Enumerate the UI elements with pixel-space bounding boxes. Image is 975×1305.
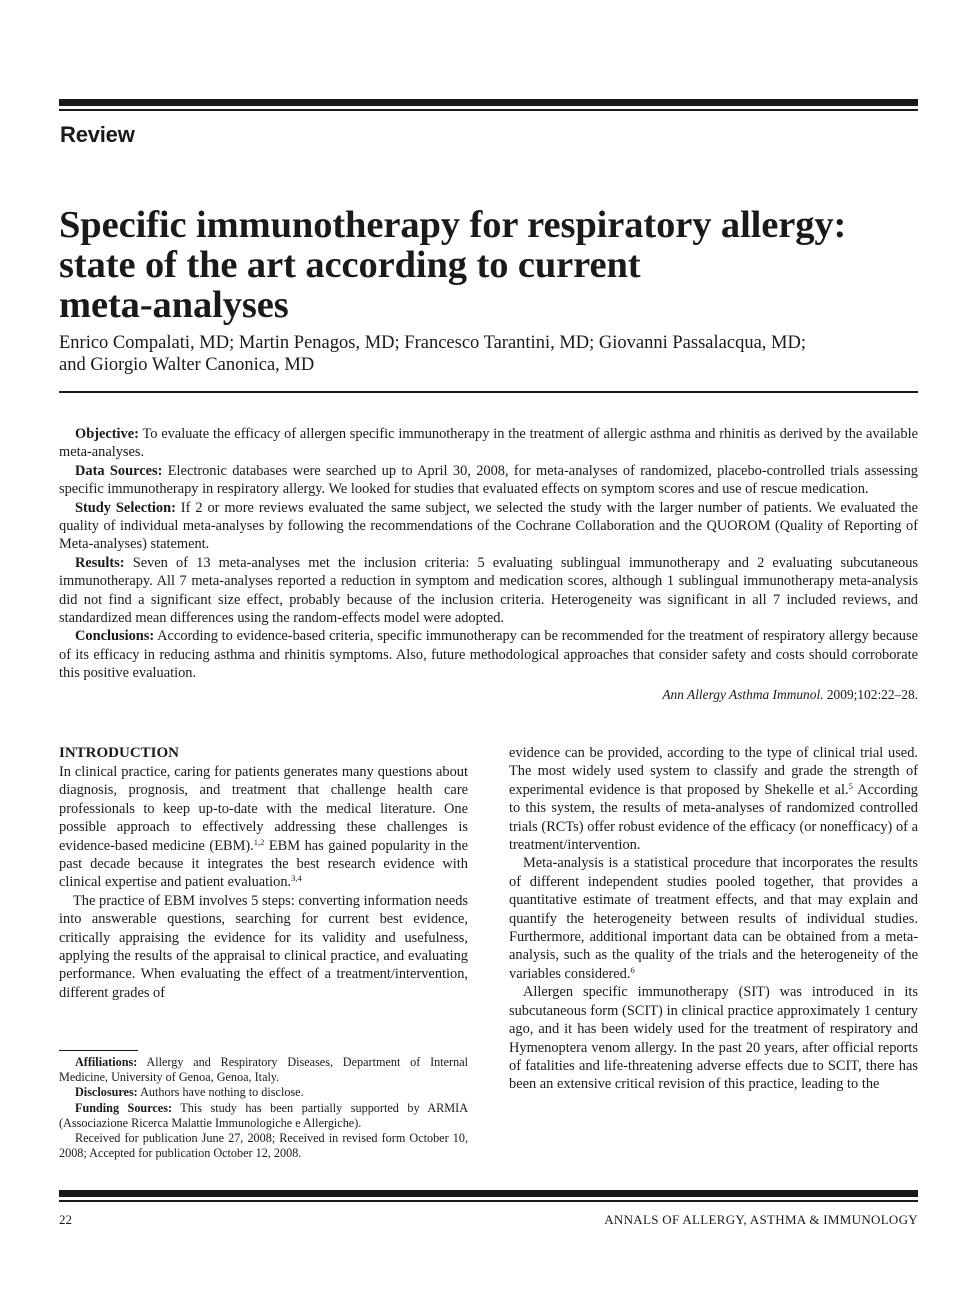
citation-journal: Ann Allergy Asthma Immunol. <box>662 686 824 702</box>
conclusions-text: According to evidence-based criteria, specific immunotherapy can be recommended for the treatment of respiratory allergy because of its efficacy in reducing asthma and rhinitis symptoms. Also, future methodological approaches that consider safety and costs should corroborate this positive evaluation. <box>59 628 918 682</box>
abstract-data-sources <box>59 462 918 499</box>
bottom-rule-thick <box>59 1190 918 1197</box>
footnote-rule <box>59 1050 138 1051</box>
disclosures-label: Disclosures: <box>75 1085 138 1100</box>
footnote-received: Received for publication June 27, 2008; Received in revised form October 10, 2008; Accepted for publication October 12, 2008. <box>59 1131 468 1161</box>
reference-superscript: 3,4 <box>291 873 302 884</box>
abstract <box>59 425 918 704</box>
footnote-disclosures <box>59 1085 468 1100</box>
abstract-objective <box>59 425 918 462</box>
body-column-right <box>509 744 918 1094</box>
citation-details: 2009;102:22–28. <box>823 686 918 702</box>
top-rule-thick <box>59 99 918 106</box>
journal-name: ANNALS OF ALLERGY, ASTHMA & IMMUNOLOGY <box>604 1212 918 1227</box>
abstract-results <box>59 554 918 628</box>
affiliations-text: Allergy and Respiratory Diseases, Department of Internal Medicine, University of Genoa, Genoa, Italy. <box>59 1055 468 1085</box>
conclusions-label: Conclusions: <box>75 628 155 645</box>
paragraph-text: EBM has gained popularity in the past decade because it integrates the best research evidence with clinical expertise and patient evaluation. <box>59 837 468 891</box>
abstract-rule <box>59 391 918 393</box>
paragraph-text: In clinical practice, caring for patients generates many questions about diagnosis, prognosis, and treatment that challenge health care professionals to keep up-to-date with the medical literature. One possible approach to effectively addressing these challenges is evidence-based medicine (EBM). <box>59 764 468 854</box>
body-column-left <box>59 744 468 1002</box>
body-paragraph <box>59 763 468 892</box>
affiliations-label: Affiliations: <box>75 1055 138 1069</box>
section-label: Review <box>60 122 135 147</box>
funding-text: This study has been partially supported by ARMIA (Associazione Ricerca Malattie Immunologiche e Allergiche). <box>59 1100 468 1130</box>
article-title <box>59 205 939 325</box>
data-sources-text: Electronic databases were searched up to April 30, 2008, for meta-analyses of randomized, placebo-controlled trials assessing specific immunotherapy in respiratory allergy. We looked for studies that evaluated effects on symptom scores and use of rescue medication. <box>59 462 918 498</box>
footnote-funding <box>59 1101 468 1131</box>
body-paragraph <box>509 744 918 854</box>
bottom-rule-thin <box>59 1200 918 1202</box>
study-selection-text: If 2 or more reviews evaluated the same subject, we selected the study with the larger number of patients. We evaluated the quality of individual meta-analyses by following the recommendations of the Cochrane Collaboration and the QUOROM (Quality of Reporting of Meta-analyses) statement. <box>59 499 918 553</box>
funding-label: Funding Sources: <box>75 1100 173 1115</box>
paragraph-text: According to this system, the results of meta-analyses of randomized controlled trials (RCTs) offer robust evidence of the efficacy (or nonefficacy) of a treatment/intervention. <box>509 781 918 854</box>
footnotes <box>59 1055 468 1161</box>
reference-superscript: 6 <box>630 964 635 975</box>
citation <box>59 686 918 704</box>
title-line: Specific immunotherapy for respiratory allergy: <box>59 204 847 246</box>
page-number: 22 <box>59 1212 72 1227</box>
results-text: Seven of 13 meta-analyses met the inclusion criteria: 5 evaluating sublingual immunotherapy and 2 evaluating subcutaneous immunotherapy. All 7 meta-analyses reported a reduction in symptom and medication scores, although 1 sublingual immunotherapy meta-analysis did not find a significant size effect, probably because of the inclusion criteria. Heterogeneity was significant in all 7 included reviews, and standardized mean differences using the random-effects model were adopted. <box>59 554 918 627</box>
author-line: and Giorgio Walter Canonica, MD <box>59 355 315 375</box>
title-line: state of the art according to current <box>59 244 641 286</box>
objective-text: To evaluate the efficacy of allergen specific immunotherapy in the treatment of allergic asthma and rhinitis as derived by the available meta-analyses. <box>59 426 918 461</box>
intro-heading: INTRODUCTION <box>59 745 180 761</box>
author-list <box>59 332 929 376</box>
study-selection-label: Study Selection: <box>75 499 176 516</box>
paragraph-text: Meta-analysis is a statistical procedure that incorporates the results of different independent studies pooled together, that provides a quantitative estimate of treatment effects, and that may explain and quantify the heterogeneity between results of individual studies. Furthermore, additional important data can be obtained from a meta-analysis, such as the quality of the trials and the heterogeneity of the variables considered. <box>509 855 918 982</box>
abstract-study-selection <box>59 499 918 554</box>
data-sources-label: Data Sources: <box>75 462 163 479</box>
title-line: meta-analyses <box>59 284 289 326</box>
paragraph-text: evidence can be provided, according to the type of clinical trial used. The most widely used system to classify and grade the strength of experimental evidence is that proposed by Shekelle et al. <box>509 745 918 798</box>
disclosures-text: Authors have nothing to disclose. <box>137 1085 304 1100</box>
body-paragraph <box>509 854 918 983</box>
reference-superscript: 1,2 <box>253 836 265 847</box>
results-label: Results: <box>75 554 125 571</box>
top-rule-thin <box>59 109 918 111</box>
body-paragraph: Allergen specific immunotherapy (SIT) was introduced in its subcutaneous form (SCIT) in clinical practice approximately 1 century ago, and it has been widely used for the treatment of respiratory and Hymenoptera venom allergy. In the past 20 years, after official reports of fatalities and life-threatening adverse effects due to SCIT, there has been an extensive critical revision of this practice, leading to the <box>509 984 918 1093</box>
author-line: Enrico Compalati, MD; Martin Penagos, MD; Francesco Tarantini, MD; Giovanni Passalacqua, MD; <box>59 333 806 353</box>
footnote-affiliations <box>59 1055 468 1085</box>
objective-label: Objective: <box>75 426 139 442</box>
body-paragraph: The practice of EBM involves 5 steps: converting information needs into answerable questions, searching for current best evidence, critically appraising the evidence for its validity and usefulness, applying the results of the appraisal to clinical practice, and evaluating performance. When evaluating the effect of a treatment/intervention, different grades of <box>59 892 468 1001</box>
reference-superscript: 5 <box>848 780 853 791</box>
abstract-conclusions <box>59 627 918 682</box>
